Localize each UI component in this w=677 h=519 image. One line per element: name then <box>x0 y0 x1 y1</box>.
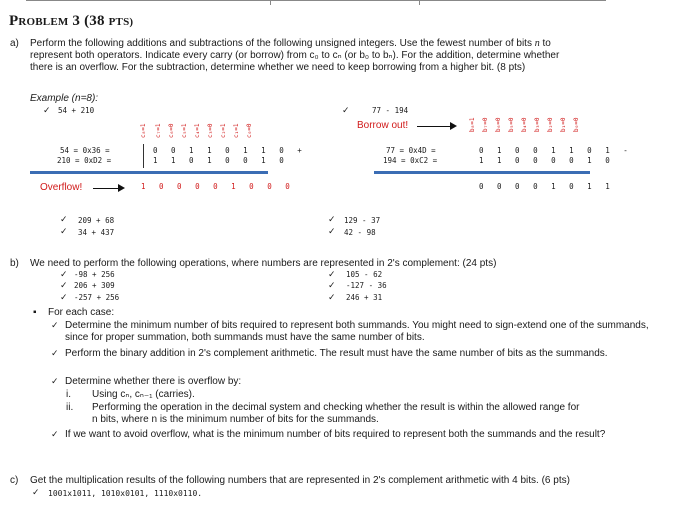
check-icon: ✓ <box>60 226 68 236</box>
sub-ii-line1: Performing the operation in the decimal system and checking whether the result is within the allowed range for <box>92 402 580 413</box>
borrow-label: b₇=0 <box>482 117 489 132</box>
check-icon: ✓ <box>328 269 336 279</box>
check-icon: ✓ <box>60 292 68 302</box>
add-row-2-left: 210 = 0xD2 = <box>57 156 112 165</box>
sub-result-line <box>374 171 590 174</box>
item-2: Perform the binary addition in 2's complement arithmetic. The result must have the same number of bits as the summands. <box>65 348 608 359</box>
borrow-label: b₂=0 <box>547 117 554 132</box>
check-icon: ✓ <box>328 280 336 290</box>
sub-i-label: i. <box>66 389 71 400</box>
op-b5: -127 - 36 <box>346 281 387 290</box>
example-label: Example (n=8): <box>30 93 99 104</box>
check-icon: ✓ <box>60 269 68 279</box>
exercise-a2: 34 + 437 <box>78 228 115 237</box>
borrow-label: b₆=0 <box>495 117 502 132</box>
exercise-a4: 42 - 98 <box>344 228 376 237</box>
borrow-label: b₀=0 <box>573 117 580 132</box>
borrow-label: b₅=0 <box>508 117 515 132</box>
add-row-1-bits: 0 0 1 1 0 1 1 0 + <box>153 146 307 155</box>
part-b-label: b) <box>10 258 19 269</box>
add-vertical-rule <box>143 144 144 168</box>
check-icon: ✓ <box>328 214 336 224</box>
example-add: 54 + 210 <box>58 106 95 115</box>
carry-label: c₁=1 <box>233 123 240 138</box>
part-a-text-line2: represent both operators. Indicate every carry (or borrow) from c₀ to cₙ (or b₀ to bₙ). For the addition, determine whether <box>30 50 560 61</box>
bullet-icon: ▪ <box>33 307 37 318</box>
borrow-arrow-head <box>450 122 457 130</box>
carry-label: c₆=0 <box>168 123 175 138</box>
item-1: Determine the minimum number of bits required to represent both summands. You might need to sign-extend one of the summands, since for proper summation, both summands must have the same number of bits. <box>65 320 649 343</box>
check-icon: ✓ <box>60 214 68 224</box>
borrow-out-label: Borrow out! <box>357 120 409 131</box>
part-a-text-line1: Perform the following additions and subtractions of the following unsigned integers. Use the fewest number of bits n to <box>30 38 551 49</box>
exercise-a1: 209 + 68 <box>78 216 115 225</box>
borrow-label: b₁=0 <box>560 117 567 132</box>
sub-row-1-bits: 0 1 0 0 1 1 0 1 - <box>479 146 633 155</box>
part-c-label: c) <box>10 475 19 486</box>
check-icon: ✓ <box>51 348 59 358</box>
carry-label: c₀=0 <box>246 123 253 138</box>
page-title: PROBLEM 3 (38 PTS) <box>9 13 134 29</box>
check-icon: ✓ <box>43 105 51 115</box>
carry-label: c₇=1 <box>155 123 162 138</box>
carry-label: c₂=1 <box>220 123 227 138</box>
check-icon: ✓ <box>342 105 350 115</box>
sub-ii-line2: n bits, where n is the minimum number of bits for the summands. <box>92 414 379 425</box>
part-b-text: We need to perform the following operations, where numbers are represented in 2's complement: (24 pts) <box>30 258 497 269</box>
sub-result-bits: 0 0 0 0 1 0 1 1 <box>479 182 615 191</box>
part-c-ops: 1001x1011, 1010x0101, 1110x0110. <box>48 489 203 498</box>
check-icon: ✓ <box>51 320 59 330</box>
check-icon: ✓ <box>328 292 336 302</box>
overflow-arrow-head <box>118 184 125 192</box>
exercise-a3: 129 - 37 <box>344 216 381 225</box>
top-border <box>26 0 606 1</box>
check-icon: ✓ <box>60 280 68 290</box>
sub-i-text: Using cₙ, cₙ₋₁ (carries). <box>92 389 195 400</box>
overflow-arrow <box>93 188 119 189</box>
carry-label: c₈=1 <box>140 123 147 138</box>
op-b4: 105 - 62 <box>346 270 383 279</box>
check-icon: ✓ <box>328 226 336 236</box>
add-row-2-bits: 1 1 0 1 0 0 1 0 <box>153 156 289 165</box>
borrow-label: b₈=1 <box>469 117 476 132</box>
op-b3: -257 + 256 <box>74 293 120 302</box>
check-icon: ✓ <box>51 376 59 386</box>
top-border-tick <box>419 0 420 5</box>
item-4: If we want to avoid overflow, what is the minimum number of bits required to represent both the summands and the result? <box>65 429 606 440</box>
op-b2: 206 + 309 <box>74 281 115 290</box>
sub-row-2-bits: 1 1 0 0 0 0 1 0 <box>479 156 615 165</box>
carry-label: c₄=1 <box>194 123 201 138</box>
carry-label: c₃=0 <box>207 123 214 138</box>
carry-label: c₅=1 <box>181 123 188 138</box>
sub-row-2-left: 194 = 0xC2 = <box>383 156 438 165</box>
borrow-arrow <box>417 126 451 127</box>
borrow-label: b₃=0 <box>534 117 541 132</box>
borrow-label: b₄=0 <box>521 117 528 132</box>
each-case-label: For each case: <box>48 307 115 318</box>
add-row-1-left: 54 = 0x36 = <box>60 146 110 155</box>
sub-row-1-left: 77 = 0x4D = <box>386 146 436 155</box>
check-icon: ✓ <box>51 429 59 439</box>
part-c-text: Get the multiplication results of the following numbers that are represented in 2's complement arithmetic with 4 bits. (6 pts) <box>30 475 570 486</box>
op-b6: 246 + 31 <box>346 293 383 302</box>
op-b1: -98 + 256 <box>74 270 115 279</box>
top-border-tick <box>270 0 271 5</box>
part-a-text-line3: there is an overflow. For the subtraction, determine whether we need to keep borrowing from a higher bit. (8 pts) <box>30 62 526 73</box>
item-3: Determine whether there is overflow by: <box>65 376 242 387</box>
example-sub: 77 - 194 <box>372 106 409 115</box>
sub-ii-label: ii. <box>66 402 74 413</box>
add-sum-line <box>30 171 268 174</box>
overflow-label: Overflow! <box>40 182 83 193</box>
add-result-bits: 1 0 0 0 0 1 0 0 0 <box>141 182 295 191</box>
check-icon: ✓ <box>32 487 40 497</box>
part-a-label: a) <box>10 38 19 49</box>
